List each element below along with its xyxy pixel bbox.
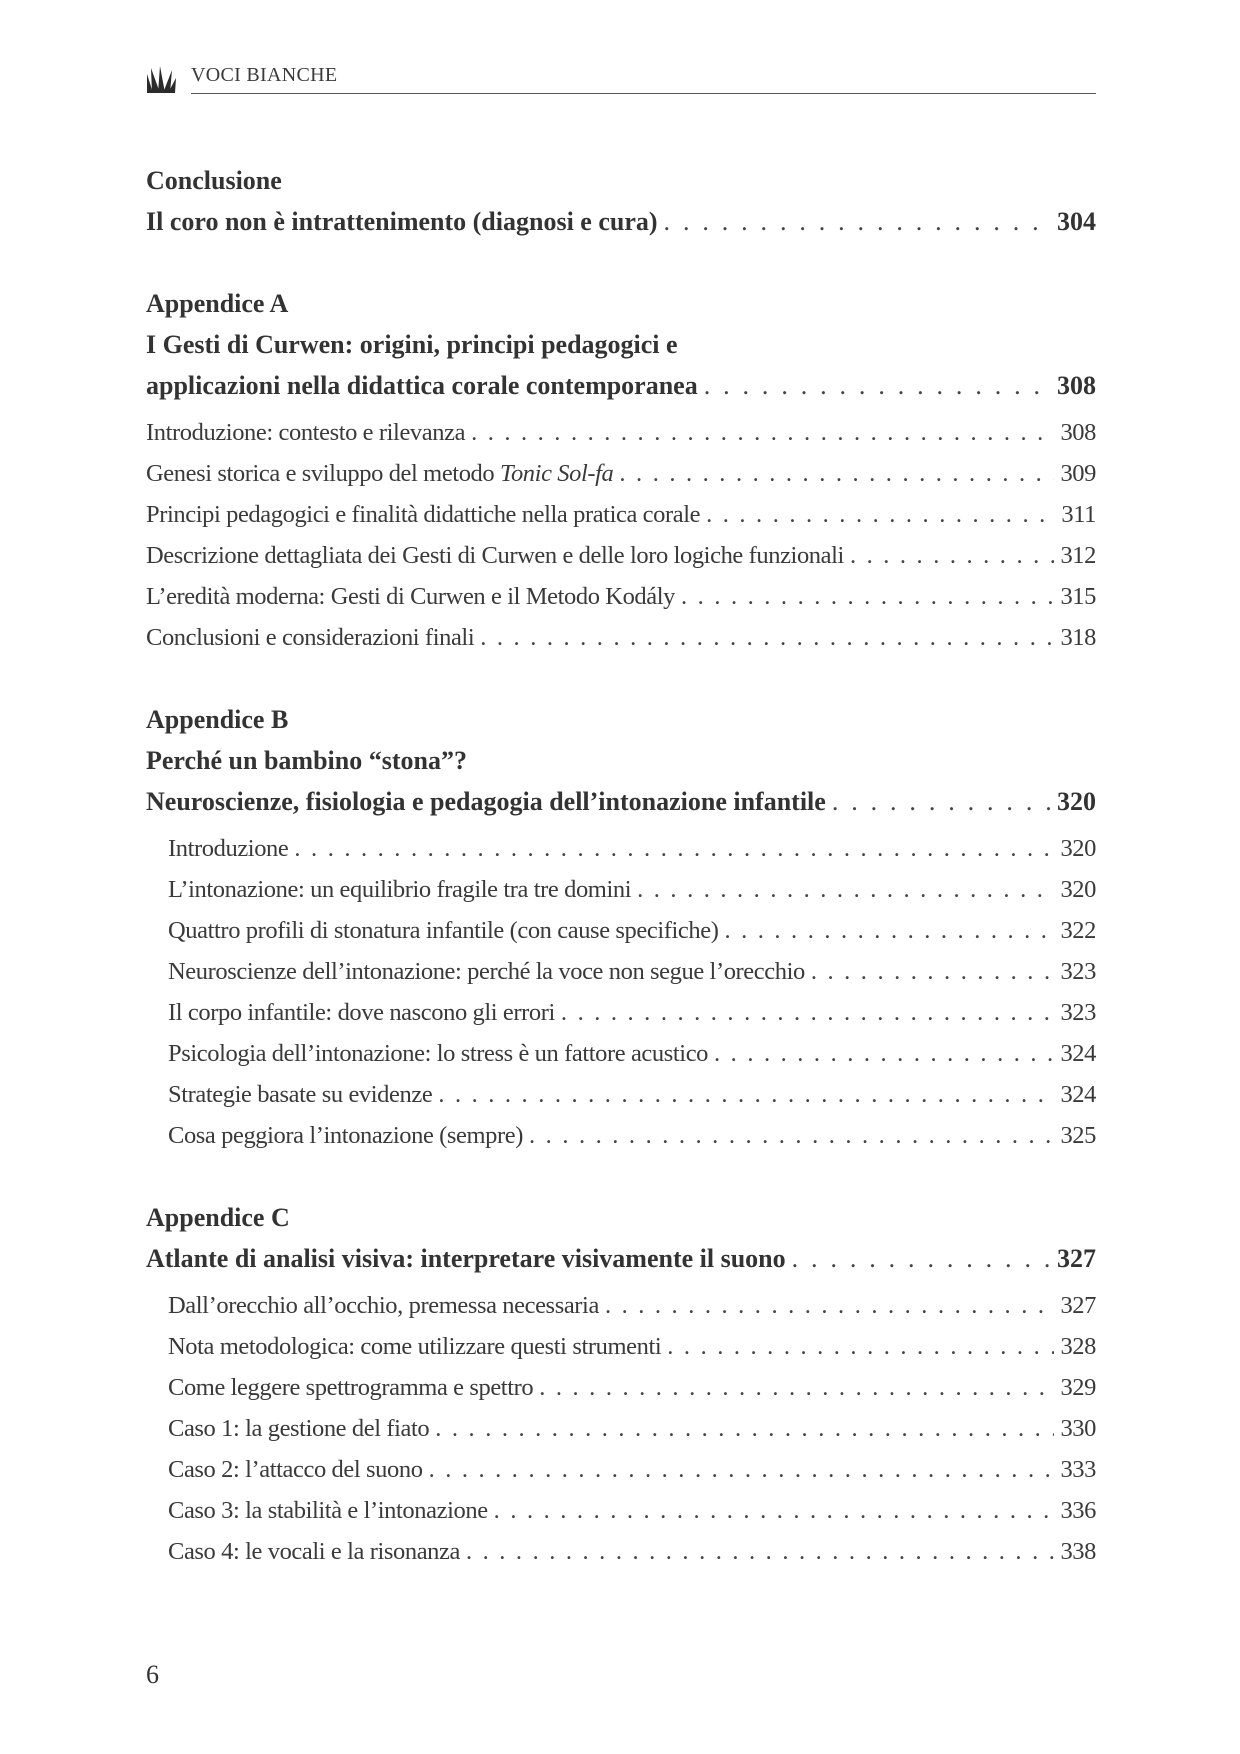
page-number: 6: [146, 1660, 159, 1689]
section-title-text: Il coro non è intrattenimento (diagnosi e cura): [146, 207, 658, 236]
toc-entry: [146, 453, 1096, 494]
section-title-text: applicazioni nella didattica corale contemporanea: [146, 371, 698, 400]
section-label: Conclusione: [146, 166, 282, 195]
toc-entry-title: [168, 1490, 488, 1531]
toc-entry-page-number: 322: [1060, 917, 1096, 944]
toc-entry: [146, 1115, 1096, 1156]
dot-leader: [714, 1033, 1054, 1074]
toc-entry: [146, 617, 1096, 658]
toc-entry-title: [168, 1285, 599, 1326]
toc-entry: [146, 1408, 1096, 1449]
toc-entries: [146, 412, 1096, 658]
toc-entry-page-number: 315: [1060, 583, 1096, 610]
toc-entry-title: [168, 1367, 533, 1408]
toc-entry-page-number: 324: [1060, 1081, 1096, 1108]
dot-leader: [605, 1285, 1054, 1326]
toc-entry-title: [168, 869, 631, 910]
toc-entry-page-number: 327: [1060, 1292, 1096, 1319]
toc-entry-title: [168, 992, 555, 1033]
section-page-number: 304: [1057, 207, 1096, 236]
toc-entry-text: L’intonazione: un equilibrio fragile tra tre domini: [168, 876, 632, 903]
dot-leader: [704, 365, 1051, 406]
toc-entry-page-number: 309: [1060, 460, 1096, 487]
dot-leader: [832, 781, 1051, 822]
toc-entry-text: Genesi storica e sviluppo del metodo: [146, 460, 500, 487]
toc-entry-text: Caso 3: la stabilità e l’intonazione: [168, 1497, 488, 1524]
toc-entry-title: [146, 535, 844, 576]
toc-entry-page-number: 333: [1060, 1456, 1096, 1483]
dot-leader: [466, 1531, 1054, 1572]
dot-leader: [619, 453, 1054, 494]
dot-leader: [681, 576, 1054, 617]
toc-entry-title: [168, 1408, 429, 1449]
toc-entry-italic: Tonic Sol-fa: [499, 460, 614, 487]
toc-entry-title: [168, 828, 288, 869]
dot-leader: [811, 951, 1055, 992]
toc-entry-title: [168, 1074, 432, 1115]
toc-entry: [146, 910, 1096, 951]
toc-entry-page-number: 312: [1060, 542, 1096, 569]
section-page-number: 327: [1057, 1244, 1096, 1273]
section-page-number: 308: [1057, 371, 1096, 400]
section-label: Appendice B: [146, 705, 289, 734]
toc-entry: [146, 828, 1096, 869]
table-of-contents: [146, 160, 1096, 1613]
section-title-line: I Gesti di Curwen: origini, principi pedagogici e: [146, 330, 678, 359]
toc-entry-page-number: 311: [1061, 501, 1096, 528]
toc-entry-text: Cosa peggiora l’intonazione (sempre): [168, 1122, 524, 1149]
grass-leaves-icon: [146, 64, 176, 94]
toc-entry-text: Descrizione dettagliata dei Gesti di Curwen e delle loro logiche funzionali: [146, 542, 844, 569]
toc-entry-text: Neuroscienze dell’intonazione: perché la voce non segue l’orecchio: [168, 958, 805, 985]
toc-entry-title: [146, 494, 700, 535]
dot-leader: [706, 494, 1055, 535]
toc-entry: [146, 1367, 1096, 1408]
toc-entry: [146, 1449, 1096, 1490]
toc-entry: [146, 412, 1096, 453]
section-label: Appendice C: [146, 1203, 290, 1232]
toc-entry-page-number: 336: [1060, 1497, 1096, 1524]
dot-leader: [429, 1449, 1055, 1490]
toc-entry-text: Quattro profili di stonatura infantile (con cause specifiche): [168, 917, 719, 944]
toc-entry: [146, 869, 1096, 910]
toc-entry-page-number: 324: [1060, 1040, 1096, 1067]
toc-section: [146, 699, 1096, 1156]
toc-entry-page-number: 330: [1060, 1415, 1096, 1442]
toc-entry-text: Principi pedagogici e finalità didattiche nella pratica corale: [146, 501, 701, 528]
toc-entries: [146, 828, 1096, 1156]
toc-entry-title: [168, 910, 718, 951]
running-header: [146, 62, 1096, 96]
toc-entry-page-number: 328: [1060, 1333, 1096, 1360]
toc-entry: [146, 1326, 1096, 1367]
toc-entry-page-number: 320: [1060, 835, 1096, 862]
toc-entry-title: [168, 951, 805, 992]
toc-section: [146, 1197, 1096, 1572]
section-title-entry: [146, 1238, 1096, 1279]
dot-leader: [724, 910, 1054, 951]
toc-entry-title: [146, 453, 613, 494]
toc-entry-title: [146, 412, 465, 453]
section-title-entry: [146, 365, 1096, 406]
toc-entry-page-number: 325: [1060, 1122, 1096, 1149]
section-title-text: Atlante di analisi visiva: interpretare visivamente il suono: [146, 1244, 786, 1273]
section-page-number: 320: [1057, 787, 1096, 816]
toc-entry-text: Caso 1: la gestione del fiato: [168, 1415, 430, 1442]
section-title-entry: [146, 201, 1096, 242]
dot-leader: [664, 201, 1051, 242]
toc-entry: [146, 1285, 1096, 1326]
dot-leader: [294, 828, 1054, 869]
toc-entry-page-number: 323: [1060, 999, 1096, 1026]
section-title-line: Perché un bambino “stona”?: [146, 746, 467, 775]
toc-entry-page-number: 318: [1060, 624, 1096, 651]
dot-leader: [471, 412, 1054, 453]
toc-entry-text: Strategie basate su evidenze: [168, 1081, 433, 1108]
toc-entry-text: Caso 2: l’attacco del suono: [168, 1456, 423, 1483]
toc-entry-text: Introduzione: contesto e rilevanza: [146, 419, 466, 446]
header-rule: [191, 93, 1096, 94]
toc-entry-title: [168, 1449, 423, 1490]
toc-entry: [146, 1074, 1096, 1115]
toc-entry-page-number: 320: [1060, 876, 1096, 903]
dot-leader: [561, 992, 1055, 1033]
toc-section: [146, 283, 1096, 658]
toc-entry-title: [168, 1531, 460, 1572]
toc-entry-text: Introduzione: [168, 835, 289, 862]
toc-entry-text: Conclusioni e considerazioni finali: [146, 624, 475, 651]
toc-entry: [146, 535, 1096, 576]
toc-entry-title: [146, 576, 675, 617]
dot-leader: [792, 1238, 1051, 1279]
dot-leader: [667, 1326, 1054, 1367]
dot-leader: [494, 1490, 1055, 1531]
dot-leader: [850, 535, 1054, 576]
toc-entry-page-number: 329: [1060, 1374, 1096, 1401]
toc-entry-title: [146, 617, 474, 658]
section-label: Appendice A: [146, 289, 289, 318]
toc-entry: [146, 494, 1096, 535]
toc-entry-text: Il corpo infantile: dove nascono gli errori: [168, 999, 555, 1026]
toc-entry-text: Come leggere spettrogramma e spettro: [168, 1374, 534, 1401]
toc-entry: [146, 1490, 1096, 1531]
toc-entry-text: Nota metodologica: come utilizzare questi strumenti: [168, 1333, 662, 1360]
dot-leader: [480, 617, 1054, 658]
dot-leader: [529, 1115, 1054, 1156]
running-head-title: VOCI BIANCHE: [191, 64, 338, 86]
toc-entry-page-number: 338: [1060, 1538, 1096, 1565]
toc-entries: [146, 1285, 1096, 1572]
toc-entry-page-number: 323: [1060, 958, 1096, 985]
toc-entry: [146, 951, 1096, 992]
toc-entry-text: L’eredità moderna: Gesti di Curwen e il Metodo Kodály: [146, 583, 676, 610]
toc-entry-title: [168, 1115, 523, 1156]
toc-section: [146, 160, 1096, 242]
toc-entry-title: [168, 1033, 708, 1074]
dot-leader: [438, 1074, 1054, 1115]
toc-entry: [146, 1033, 1096, 1074]
toc-entry-text: Dall’orecchio all’occhio, premessa necessaria: [168, 1292, 599, 1319]
dot-leader: [637, 869, 1054, 910]
toc-entry: [146, 1531, 1096, 1572]
toc-entry: [146, 576, 1096, 617]
section-title-entry: [146, 781, 1096, 822]
section-title-text: Neuroscienze, fisiologia e pedagogia dell’intonazione infantile: [146, 787, 826, 816]
toc-entry-text: Caso 4: le vocali e la risonanza: [168, 1538, 460, 1565]
dot-leader: [435, 1408, 1054, 1449]
toc-entry-page-number: 308: [1060, 419, 1096, 446]
toc-entry-text: Psicologia dell’intonazione: lo stress è un fattore acustico: [168, 1040, 709, 1067]
dot-leader: [539, 1367, 1054, 1408]
toc-entry: [146, 992, 1096, 1033]
toc-entry-title: [168, 1326, 661, 1367]
